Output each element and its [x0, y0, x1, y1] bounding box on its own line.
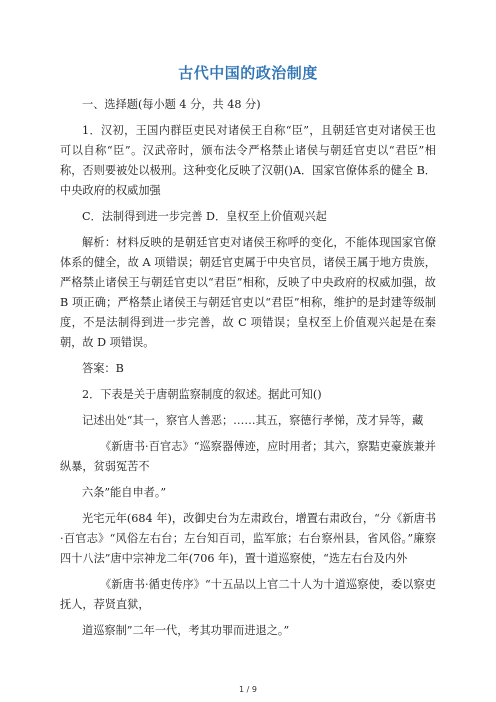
section-heading: 一、选择题(每小题 4 分，共 48 分): [82, 98, 261, 111]
question-1-analysis: 解析：材料反映的是朝廷官吏对诸侯王称呼的变化，不能体现国家官僚体系的健全，故 A 项错误；朝廷官吏属于中央官员，诸侯王属于地方贵族，严格禁止诸侯王与朝廷官吏以“君臣”相称，反映了中央政府的权威加强，故 B 项正确；严格禁止诸侯王与朝廷官吏以“君臣”相称，维护的是封建等级制度，不是法制得到进一步完善，故 C 项错误；皇权至上价值观兴起是在秦朝，故 D 项错误。: [60, 236, 436, 349]
question-2: 2．下表是关于唐朝监察制度的叙述。据此可知(): [82, 388, 322, 401]
question-1-answer: 答案：B: [82, 362, 124, 375]
table-row-3-line-2: 道巡察制”二年一代，考其功罪而进退之。”: [82, 624, 290, 637]
page-number: 1 / 9: [239, 685, 257, 694]
table-row-2: 光宅元年(684 年)，改御史台为左肃政台，增置右肃政台，“分《新唐书·百官志》“风俗左右台；左台知百司，监军旅；右台察州县，省风俗。”廉察四十八法”唐中宗神龙二年(706 年)，置十道巡察使，“选左右台及内外: [60, 512, 436, 565]
table-row-1-line-3: 六条”能自申者。”: [82, 486, 167, 499]
question-1-options: C．法制得到进一步完善 D．皇权至上价值观兴起: [82, 210, 327, 223]
document-title: 古代中国的政治制度: [178, 64, 318, 82]
table-row-1-line-1: 记述出处“其一，察官人善恶；……其五，察德行孝悌，茂才异等，藏: [82, 414, 424, 427]
table-row-1-line-2: 《新唐书·百官志》“巡察器傅迹，应时用者；其六，察黠吏豪族兼并纵暴，贫弱冤苦不: [60, 440, 436, 473]
table-row-3-line-1: 《新唐书·循吏传序》“十五品以上官二十人为十道巡察使，委以察吏抚人，荐贤直狱，: [60, 578, 436, 611]
question-1: 1．汉初，王国内群臣吏民对诸侯王自称“臣”，且朝廷官吏对诸侯王也可以自称“臣”。汉武帝时，颁布法令严格禁止诸侯与朝廷官吏以“君臣”相称，否则要被处以极刑。这种变化反映了汉朝()A．国家官僚体系的健全 B．中央政府的权威加强: [60, 124, 436, 197]
